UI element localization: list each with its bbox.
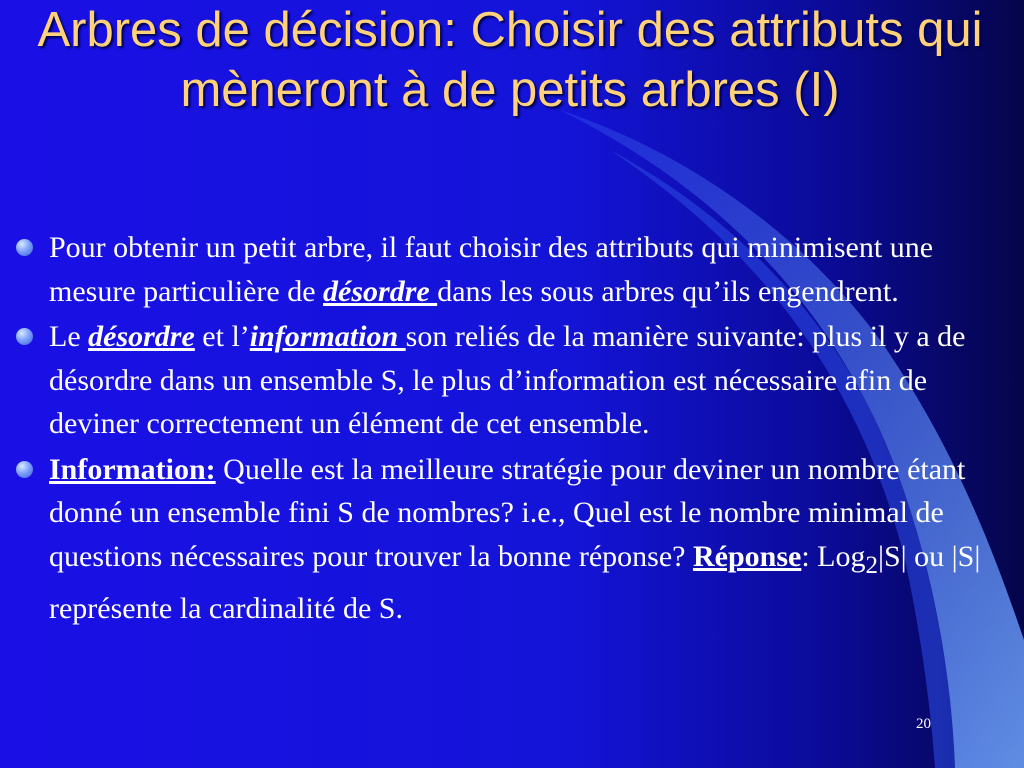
- bullet-2-text-end: son reliés de la manière suivante: plus il y a de désordre dans un ensemble S, le plus d’information est nécessaire afin de deviner correctement un élément de cet ensemble.: [49, 320, 966, 440]
- bullet-1-text-end: dans les sous arbres qu’ils engendrent.: [437, 274, 899, 308]
- bullet-2-text-middle: et l’: [194, 320, 250, 353]
- information-heading: Information:: [49, 452, 216, 486]
- bullet-item-3: [14, 448, 1014, 631]
- blue-sphere-bullet-icon: [16, 461, 33, 478]
- blue-sphere-bullet-icon: [16, 328, 33, 345]
- slide-title: Arbres de décision: Choisir des attributs qui mèneront à de petits arbres (I): [37, 3, 983, 117]
- bullet-3-log-text: : Log: [801, 539, 866, 573]
- bullet-2-text-start: Le: [49, 320, 89, 353]
- bullet-list: [14, 226, 1014, 633]
- information-emphasis: information: [249, 320, 406, 353]
- log-base-subscript: 2: [865, 551, 878, 579]
- bullet-3-text-start: Quelle est la meilleure stratégie pour deviner un nombre étant donné un ensemble fini S de nombres? i.e., Quel est le nombre minimal de questions nécessaires pour trouver la bonne réponse?: [49, 452, 966, 573]
- page-number: 20: [916, 716, 931, 732]
- bullet-3-text-end: |S| ou |S| représente la cardinalité de S.: [49, 539, 981, 625]
- blue-sphere-bullet-icon: [16, 239, 33, 256]
- bullet-item-2: [14, 315, 1014, 446]
- desordre-emphasis: désordre: [323, 274, 438, 308]
- reponse-label: Réponse: [692, 539, 802, 573]
- desordre-emphasis: désordre: [88, 320, 195, 353]
- bullet-item-1: [14, 226, 1014, 313]
- bullet-1-text-start: Pour obtenir un petit arbre, il faut choisir des attributs qui minimisent une mesure particulière de: [49, 231, 934, 308]
